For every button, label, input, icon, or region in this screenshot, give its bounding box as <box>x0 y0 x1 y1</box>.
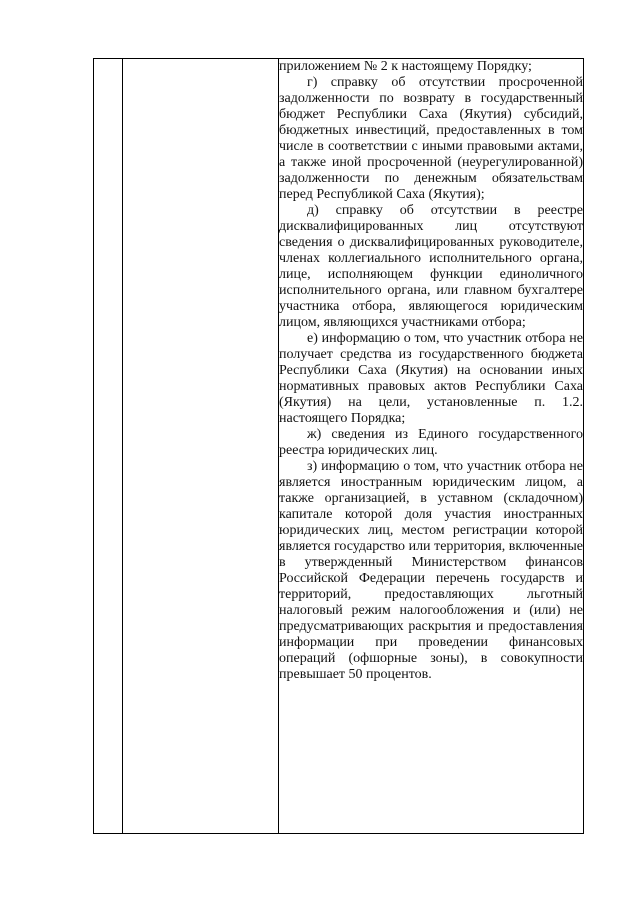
table-row <box>94 59 584 834</box>
row-name-cell <box>123 59 279 834</box>
row-documents-cell <box>279 59 584 834</box>
paragraph-d: д) справку об отсутствии в реестре дисквалифицированных лиц отсутствуют сведения о дисквалифицированных руководителе, членах коллегиального исполнительного органа, лице, исполняющем функции единоличного исполнительного органа, или главном бухгалтере участника отбора, являющегося юридическим лицом, являющихся участниками отбора; <box>279 203 583 330</box>
paragraph-z: з) информацию о том, что участник отбора не является иностранным юридическим лицом, а также организацией, в уставном (складочном) капитале которой доля участия иностранных юридических лиц, местом регистрации которой является государство или территория, включенные в утвержденный Министерством финансов Российской Федерации перечень государств и территорий, предоставляющих льготный налоговый режим налогообложения и (или) не предусматривающих раскрытия и предоставления информации при проведении финансовых операций (офшорные зоны), в совокупности превышает 50 процентов. <box>279 459 583 682</box>
paragraph-continuation: приложением № 2 к настоящему Порядку; <box>279 59 532 74</box>
row-number-cell <box>94 59 123 834</box>
requirements-table <box>93 58 584 834</box>
paragraph-g: г) справку об отсутствии просроченной задолженности по возврату в государственный бюджет Республики Саха (Якутия) субсидий, бюджетных инвестиций, предоставленных в том числе в соответствии с иными правовыми актами, а также иной просроченной (неурегулированной) задолженности по денежным обязательствам перед Республикой Саха (Якутия); <box>279 75 583 202</box>
paragraph-zh: ж) сведения из Единого государственного реестра юридических лиц. <box>279 427 583 458</box>
documents-text <box>279 59 583 683</box>
paragraph-e: е) информацию о том, что участник отбора не получает средства из государственного бюджета Республики Саха (Якутия) на основании иных нормативных правовых актов Республики Саха (Якутия) на цели, установленные п. 1.2. настоящего Порядка; <box>279 331 583 426</box>
